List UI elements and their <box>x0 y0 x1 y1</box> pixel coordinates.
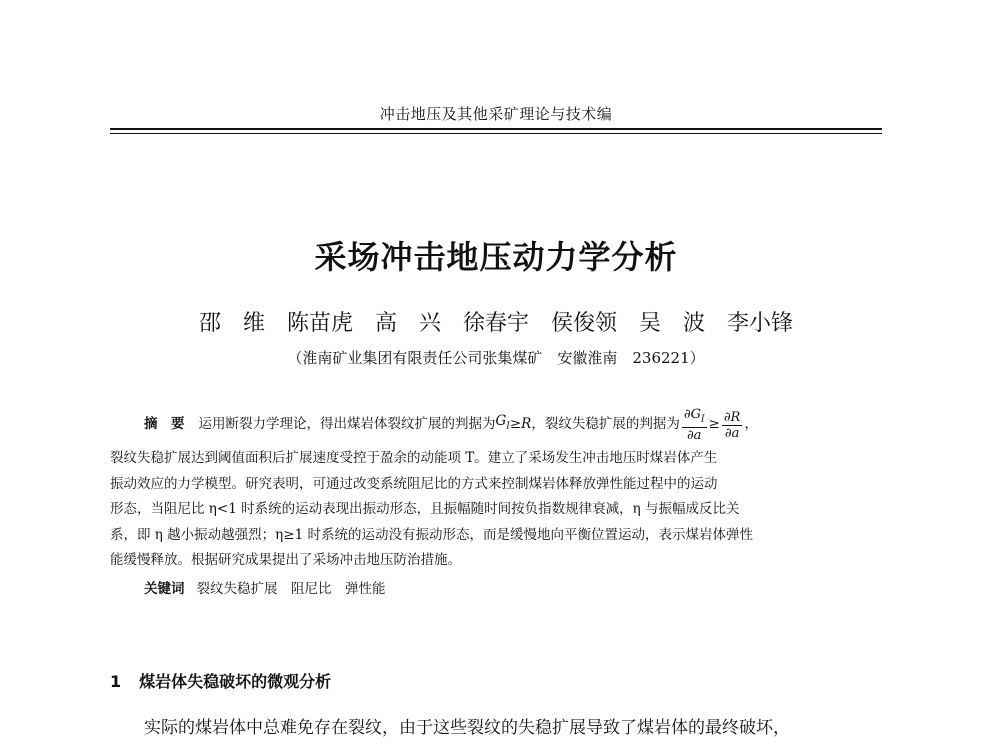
affiliation: （淮南矿业集团有限责任公司张集煤矿 安徽淮南 236221） <box>287 349 705 367</box>
abstract <box>110 404 882 602</box>
abstract-text-a: 运用断裂力学理论，得出煤岩体裂纹扩展的判据为 <box>198 416 496 433</box>
abstract-first-line <box>110 404 882 446</box>
abstract-label: 摘 要 <box>144 416 185 433</box>
criterion-g: $G_I$ <box>495 413 510 433</box>
fraction-relation: ≥ <box>708 416 720 433</box>
abstract-line: 系，即 η 越小振动越强烈；η≥1 时系统的运动没有振动形态，而是缓慢地向平衡位置运动，表示煤岩体弹性 <box>110 526 753 543</box>
header-rule-thick <box>110 128 882 130</box>
keywords-label: 关键词 <box>144 580 185 597</box>
abstract-text-b: ，裂纹失稳扩展的判据为 <box>531 416 680 433</box>
running-header: 冲击地压及其他采矿理论与技术编 <box>379 105 613 123</box>
author-list: 邵 维 陈苗虎 高 兴 徐春宇 侯俊领 吴 波 李小锋 <box>198 311 793 336</box>
fraction-dr-da: $\frac{\partial R}{\partial a}$ <box>723 409 741 441</box>
keywords-text: 裂纹失稳扩展 阻尼比 弹性能 <box>196 580 386 597</box>
header-rule-thin <box>110 133 882 134</box>
section-heading <box>110 669 882 692</box>
fraction-dg-da: $\frac{\partial G_I}{\partial a}$ <box>683 406 705 444</box>
paper-title: 采场冲击地压动力学分析 <box>314 238 678 276</box>
criterion-relation: ≥R <box>509 416 532 433</box>
section-number: 1 <box>110 672 122 691</box>
abstract-text-end: ， <box>744 416 758 433</box>
abstract-line: 能缓慢释放。根据研究成果提出了采场冲击地压防治措施。 <box>110 552 461 568</box>
abstract-line: 振动效应的力学模型。研究表明，可通过改变系统阻尼比的方式来控制煤岩体释放弹性能过程中的运动 <box>110 475 718 492</box>
abstract-line: 形态，当阻尼比 η<1 时系统的运动表现出振动形态，且振幅随时间按负指数规律衰减，η 与振幅成反比关 <box>110 501 740 517</box>
section-title: 煤岩体失稳破坏的微观分析 <box>139 672 332 691</box>
body-paragraph: 实际的煤岩体中总难免存在裂纹，由于这些裂纹的失稳扩展导致了煤岩体的最终破坏， <box>144 718 790 738</box>
abstract-line: 裂纹失稳扩展达到阈值面积后扩展速度受控于盈余的动能项 T。建立了采场发生冲击地压时煤岩体产生 <box>110 450 718 466</box>
keywords <box>110 577 882 603</box>
